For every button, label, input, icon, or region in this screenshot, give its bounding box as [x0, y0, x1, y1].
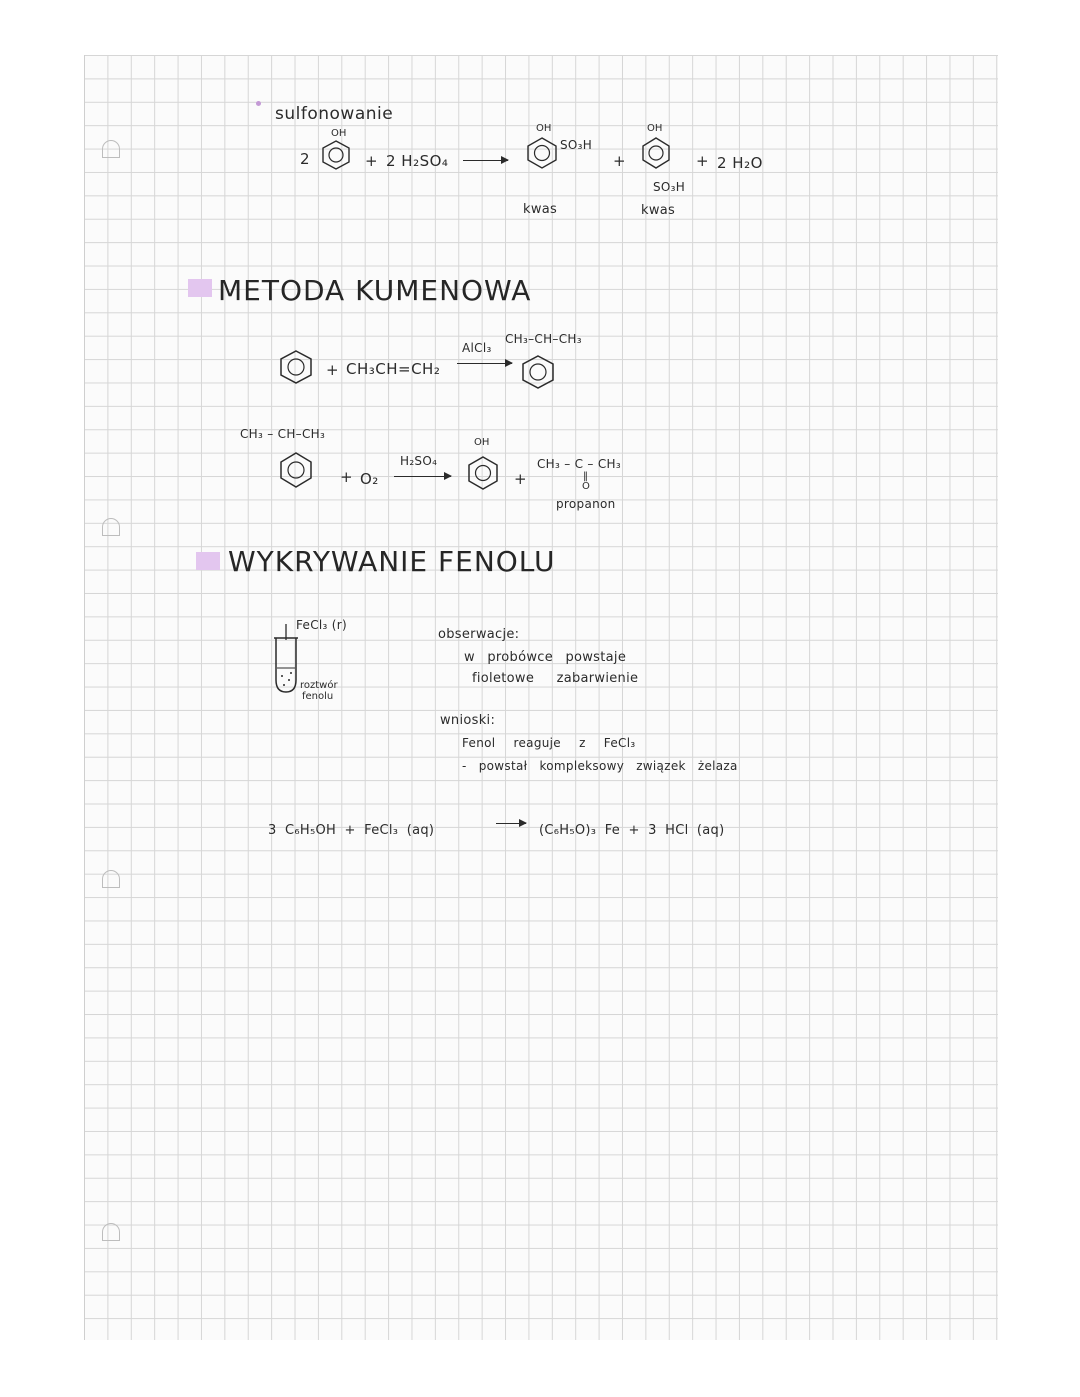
plus-sign: + [365, 152, 379, 170]
para-product-label: kwas [641, 203, 676, 218]
benzene-ring-icon [280, 452, 312, 488]
benzene-ring-icon [522, 355, 554, 389]
benzene-ring-icon [322, 140, 350, 170]
sulfuric-acid-catalyst: H₂SO₄ [400, 454, 438, 468]
observations-title: obserwacje: [438, 627, 520, 642]
phenol-oh-label: OH [474, 437, 490, 448]
cumene-reactant-chain: CH₃ – CH–CH₃ [240, 427, 326, 441]
sulfonation-title: sulfonowanie [275, 104, 394, 124]
conclusions-title: wnioski: [440, 713, 496, 728]
oxygen: O₂ [360, 470, 379, 488]
heading-highlight [188, 279, 212, 297]
benzene-ring-icon [642, 137, 670, 169]
solution-label: roztwór [300, 680, 338, 691]
reaction-arrow-icon [496, 823, 526, 824]
aluminium-chloride-catalyst: AlCl₃ [462, 341, 492, 355]
detection-heading: WYKRYWANIE FENOLU [228, 545, 556, 578]
observations-line: fioletowe zabarwienie [472, 671, 639, 686]
binder-hole [102, 140, 120, 158]
notebook-page [84, 55, 998, 1340]
plus-sign: + [613, 152, 627, 170]
ortho-product-oh: OH [536, 123, 552, 134]
benzene-ring-icon [468, 456, 498, 490]
binder-hole [102, 870, 120, 888]
observations-line: w probówce powstaje [464, 650, 627, 665]
acetone-name: propanon [556, 497, 616, 511]
plus-sign: + [340, 468, 354, 486]
benzene-ring-icon [280, 350, 312, 384]
solution-label: fenolu [302, 691, 334, 702]
phenol-oh-label: OH [331, 128, 347, 139]
binder-hole [102, 518, 120, 536]
conclusions-line: - powstał kompleksowy związek żelaza [462, 759, 738, 773]
ortho-product-so3h: SO₃H [560, 138, 593, 152]
cumene-side-chain: CH₃–CH–CH₃ [505, 332, 582, 346]
conclusions-line: Fenol reaguje z FeCl₃ [462, 736, 636, 750]
reaction-arrow-icon [463, 160, 508, 161]
carbonyl-oxygen: O [582, 481, 590, 492]
phenol-coefficient: 2 [300, 150, 311, 168]
plus-sign: + [696, 152, 710, 170]
binder-hole [102, 1223, 120, 1241]
plus-sign: + [326, 361, 340, 379]
reaction-arrow-icon [457, 363, 512, 364]
propene: CH₃CH=CH₂ [346, 360, 441, 378]
water: 2 H₂O [717, 154, 763, 172]
reaction-equation-right: (C₆H₅O)₃ Fe + 3 HCl (aq) [539, 823, 725, 838]
para-product-so3h: SO₃H [653, 180, 686, 194]
margin-line [84, 55, 85, 1340]
reaction-arrow-icon [394, 476, 451, 477]
heading-highlight [196, 552, 220, 570]
sulfuric-acid: 2 H₂SO₄ [386, 152, 449, 170]
ortho-product-label: kwas [523, 202, 558, 217]
para-product-oh: OH [647, 123, 663, 134]
ferric-chloride-label: FeCl₃ (r) [296, 618, 347, 632]
cumene-heading: METODA KUMENOWA [218, 274, 532, 307]
carbonyl-double-bond: ‖ [583, 471, 588, 482]
plus-sign: + [514, 470, 528, 488]
benzene-ring-icon [527, 137, 557, 169]
section-bullet [256, 101, 261, 106]
acetone-formula: CH₃ – C – CH₃ [537, 457, 621, 471]
reaction-equation-left: 3 C₆H₅OH + FeCl₃ (aq) [268, 823, 435, 838]
